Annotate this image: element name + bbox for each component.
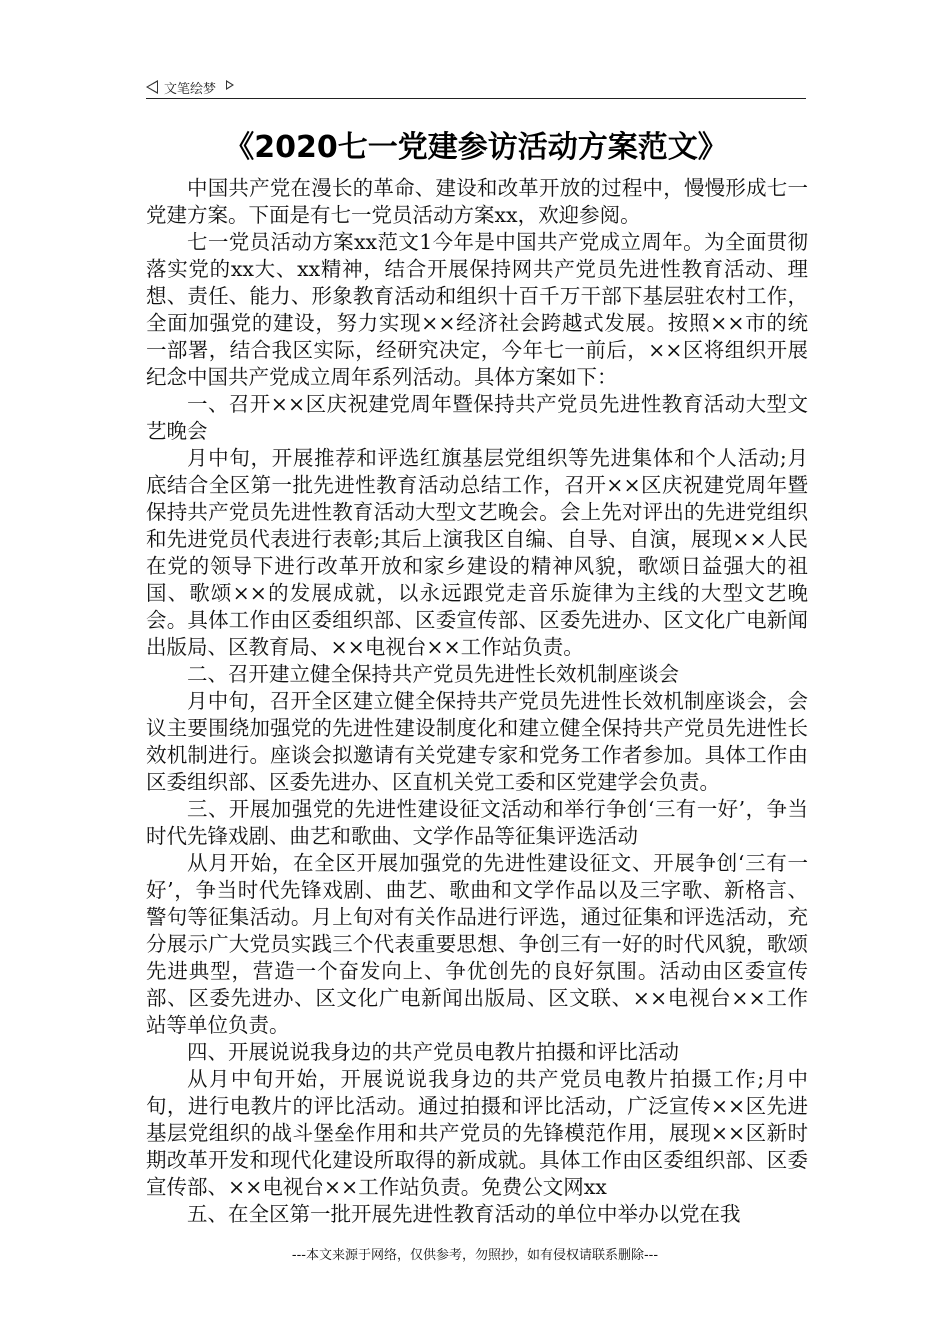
paragraph: 七一党员活动方案xx范文1今年是中国共产党成立周年。为全面贯彻落实党的xx大、xx精神，结合开展保持网共产党员先进性教育活动、理想、责任、能力、形象教育活动和组织十百千万干部下基层驻农村工作，全面加强党的建设，努力实现××经济社会跨越式发展。按照××市的统一部署，结合我区实际，经研究决定，今年七一前后，××区将组织开展纪念中国共产党成立周年系列活动。具体方案如下： (146, 230, 808, 389)
triangle-left-icon (146, 80, 158, 94)
paragraph: 月中旬，开展推荐和评选红旗基层党组织等先进集体和个人活动;月底结合全区第一批先进性教育活动总结工作，召开××区庆祝建党周年暨保持共产党员先进性教育活动大型文艺晚会。会上先对评出的先进党组织和先进党员代表进行表彰;其后上演我区自编、自导、自演，展现××人民在党的领导下进行改革开放和家乡建设的精神风貌，歌颂日益强大的祖国、歌颂××的发展成就，以永远跟党走音乐旋律为主线的大型文艺晚会。具体工作由区委组织部、区委宣传部、区委先进办、区文化广电新闻出版局、区教育局、××电视台××工作站负责。 (146, 446, 808, 659)
paragraph: 从月开始，在全区开展加强党的先进性建设征文、开展争创‘三有一好’，争当时代先锋戏剧、曲艺、歌曲和文学作品以及三字歌、新格言、警句等征集活动。月上旬对有关作品进行评选，通过征集和评选活动，充分展示广大党员实践三个代表重要思想、争创三有一好的时代风貌，歌颂先进典型，营造一个奋发向上、争优创先的良好氛围。活动由区委宣传部、区委先进办、区文化广电新闻出版局、区文联、××电视台××工作站等单位负责。 (146, 851, 808, 1037)
paragraph: 月中旬，召开全区建立健全保持共产党员先进性长效机制座谈会，会议主要围绕加强党的先进性建设制度化和建立健全保持共产党员先进性长效机制进行。座谈会拟邀请有关党建专家和党务工作者参加。具体工作由区委组织部、区委先进办、区直机关党工委和区党建学会负责。 (146, 689, 808, 794)
section-heading: 五、在全区第一批开展先进性教育活动的单位中举办以党在我 (187, 1202, 741, 1226)
section-heading: 四、开展说说我身边的共产党员电教片拍摄和评比活动 (187, 1040, 679, 1064)
paragraph: 中国共产党在漫长的革命、建设和改革开放的过程中，慢慢形成七一党建方案。下面是有七一党员活动方案xx，欢迎参阅。 (146, 176, 808, 227)
header-brand: 文笔绘梦 (164, 81, 217, 97)
page-header (146, 76, 806, 98)
header-divider (146, 98, 806, 99)
triangle-right-icon (226, 80, 234, 90)
section-heading: 一、召开××区庆祝建党周年暨保持共产党员先进性教育活动大型文艺晚会 (146, 392, 808, 443)
paragraph: 从月中旬开始，开展说说我身边的共产党员电教片拍摄工作;月中旬，进行电教片的评比活动。通过拍摄和评比活动，广泛宣传××区先进基层党组织的战斗堡垒作用和共产党员的先锋模范作用，展现××区新时期改革开发和现代化建设所取得的新成就。具体工作由区委组织部、区委宣传部、××电视台××工作站负责。免费公文网xx (146, 1067, 808, 1199)
section-heading: 三、开展加强党的先进性建设征文活动和举行争创‘三有一好’，争当时代先锋戏剧、曲艺和歌曲、文学作品等征集评选活动 (146, 797, 808, 848)
section-heading: 二、召开建立健全保持共产党员先进性长效机制座谈会 (187, 662, 679, 686)
document-title: 《2020七一党建参访活动方案范文》 (224, 130, 728, 165)
document-body (146, 175, 808, 1228)
page-footer: ---本文来源于网络，仅供参考，勿照抄，如有侵权请联系删除--- (291, 1248, 659, 1263)
